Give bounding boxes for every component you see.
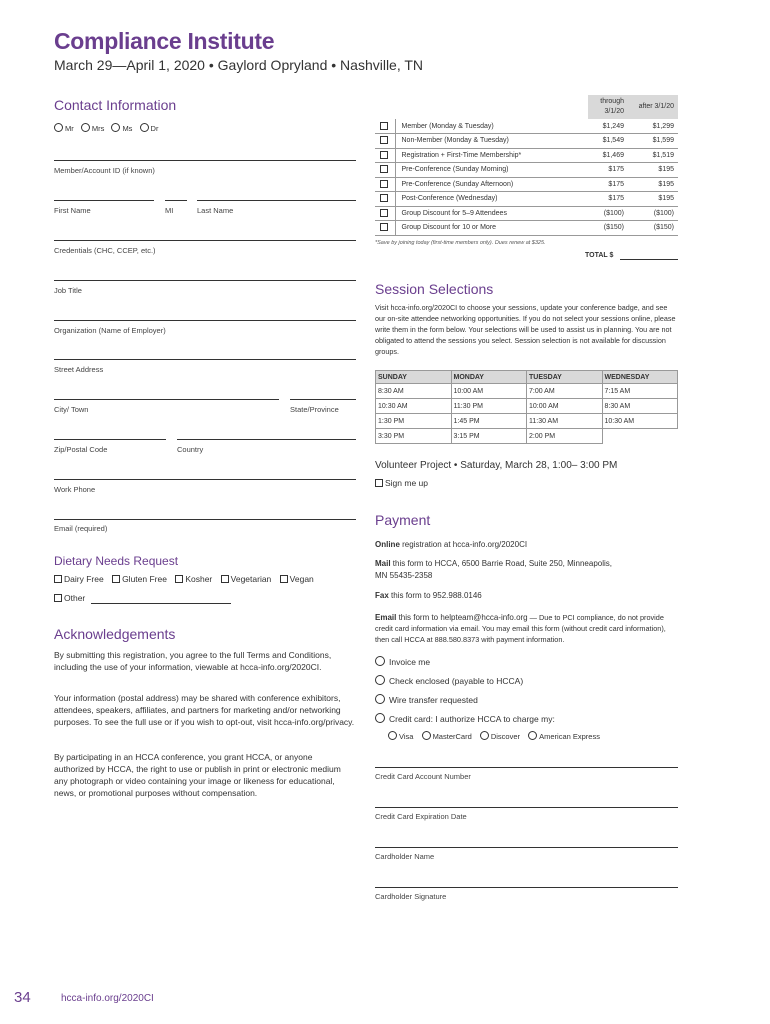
- cardholder-signature-field[interactable]: [375, 887, 678, 888]
- ack-paragraph-3: By participating in an HCCA conference, you grant HCCA, or anyone authorized by HCCA, the right to use or publish in print or electronic medium any photograph or video containing your image or likeness for educational, news, or promotional purposes without compensation.: [54, 752, 341, 798]
- session-cell[interactable]: 10:30 AM: [602, 414, 678, 429]
- zip-label: Zip/Postal Code: [54, 445, 108, 454]
- radio-icon[interactable]: [111, 123, 120, 132]
- total-field[interactable]: [620, 259, 678, 260]
- table-row[interactable]: Non-Member (Monday & Tuesday) $1,549 $1,599: [375, 134, 678, 149]
- salutation-mrs[interactable]: Mrs: [81, 124, 105, 133]
- job-title-label: Job Title: [54, 286, 82, 295]
- mi-field[interactable]: [165, 200, 187, 201]
- radio-icon[interactable]: [388, 731, 397, 740]
- contact-heading: Contact Information: [54, 97, 177, 113]
- email-label: Email (required): [54, 524, 108, 533]
- state-field[interactable]: [290, 399, 356, 400]
- state-label: State/Province: [290, 405, 339, 414]
- card-account-label: Credit Card Account Number: [375, 772, 471, 781]
- sessions-text: Visit hcca-info.org/2020CI to choose your sessions, update your conference badge, and see our on-site attendee networking opportunities. If you do not select your sessions online, please write them in the form below. Your selections will be used to assist us in planning. You are not obligated to attend the sessions you select. Session selection is not available for discussion groups.: [375, 303, 676, 356]
- credentials-field[interactable]: [54, 240, 356, 241]
- checkbox-icon[interactable]: [380, 165, 388, 173]
- last-name-field[interactable]: [197, 200, 356, 201]
- payment-heading: Payment: [375, 512, 431, 528]
- page-number: 34: [14, 989, 31, 1006]
- session-cell[interactable]: 11:30 AM: [527, 414, 603, 429]
- radio-icon[interactable]: [480, 731, 489, 740]
- ack-paragraph-2: Your information (postal address) may be shared with conference exhibitors, attendees, speakers, affiliates, and partners for marketing and/or networking purposes. To see the full use or if you wish to opt-out, visit hcca-info.org/privacy.: [54, 693, 355, 727]
- fees-col-late: after 3/1/20: [628, 95, 678, 119]
- checkbox-icon[interactable]: [112, 575, 120, 583]
- session-cell[interactable]: 10:00 AM: [451, 384, 527, 399]
- page-title: Compliance Institute: [54, 28, 275, 54]
- cardholder-name-label: Cardholder Name: [375, 852, 435, 861]
- payment-email: Email this form to helpteam@hcca-info.org — Due to PCI compliance, do not provide credit card information via email. You may email this form (without credit card information), then call HCCA at 888.580.8373 with payment information.: [375, 613, 666, 644]
- work-phone-label: Work Phone: [54, 485, 96, 494]
- payment-option-invoice[interactable]: Invoice me: [375, 656, 430, 667]
- payment-option-wire[interactable]: Wire transfer requested: [375, 694, 478, 705]
- card-account-field[interactable]: [375, 767, 678, 768]
- session-cell[interactable]: 11:30 PM: [451, 399, 527, 414]
- card-visa[interactable]: Visa: [388, 732, 413, 741]
- table-row[interactable]: Pre-Conference (Sunday Afternoon) $175 $195: [375, 177, 678, 192]
- table-row: [376, 429, 678, 444]
- dietary-kosher[interactable]: Kosher: [175, 574, 212, 584]
- payment-fax: Fax this form to 952.988.0146: [375, 591, 482, 600]
- table-row[interactable]: Pre-Conference (Sunday Morning) $175 $195: [375, 163, 678, 178]
- dietary-other-field[interactable]: [91, 603, 231, 604]
- member-id-field[interactable]: [54, 160, 356, 161]
- city-field[interactable]: [54, 399, 279, 400]
- dietary-dairy-free[interactable]: Dairy Free: [54, 574, 104, 584]
- fees-table: [375, 95, 678, 236]
- session-cell[interactable]: 3:15 PM: [451, 429, 527, 444]
- city-label: City/ Town: [54, 405, 89, 414]
- payment-mail: Mail this form to HCCA, 6500 Barrie Road, Suite 250, Minneapolis, MN 55435-2358: [375, 559, 613, 580]
- job-title-field[interactable]: [54, 280, 356, 281]
- radio-icon[interactable]: [54, 123, 63, 132]
- radio-icon[interactable]: [375, 675, 385, 685]
- first-name-field[interactable]: [54, 200, 154, 201]
- volunteer-signup[interactable]: Sign me up: [375, 478, 428, 488]
- session-cell[interactable]: 2:00 PM: [527, 429, 603, 444]
- dietary-vegan[interactable]: Vegan: [280, 574, 314, 584]
- table-row[interactable]: Group Discount for 10 or More ($150) ($150): [375, 221, 678, 236]
- table-row[interactable]: Member (Monday & Tuesday) $1,249 $1,299: [375, 119, 678, 134]
- work-phone-field[interactable]: [54, 479, 356, 480]
- dietary-heading: Dietary Needs Request: [54, 554, 179, 568]
- session-cell[interactable]: 7:00 AM: [527, 384, 603, 399]
- street-field[interactable]: [54, 359, 356, 360]
- country-label: Country: [177, 445, 204, 454]
- radio-icon[interactable]: [375, 656, 385, 666]
- checkbox-icon[interactable]: [54, 594, 62, 602]
- salutation-ms[interactable]: Ms: [111, 124, 132, 133]
- session-cell[interactable]: 1:30 PM: [376, 414, 452, 429]
- table-row: [376, 414, 678, 429]
- table-row[interactable]: Post-Conference (Wednesday) $175 $195: [375, 192, 678, 207]
- checkbox-icon[interactable]: [380, 180, 388, 188]
- payment-option-credit[interactable]: Credit card: I authorize HCCA to charge my:: [375, 713, 555, 724]
- session-cell: [602, 429, 678, 444]
- day-monday: MONDAY: [451, 371, 527, 384]
- volunteer-heading: Volunteer Project • Saturday, March 28, 1:00– 3:00 PM: [375, 460, 618, 471]
- ack-heading: Acknowledgements: [54, 626, 176, 642]
- footer-url[interactable]: hcca-info.org/2020CI: [61, 993, 154, 1004]
- payment-online: Online registration at hcca-info.org/2020CI: [375, 540, 528, 549]
- radio-icon[interactable]: [528, 731, 537, 740]
- checkbox-icon[interactable]: [280, 575, 288, 583]
- card-expiration-label: Credit Card Expiration Date: [375, 812, 467, 821]
- table-row[interactable]: Group Discount for 5–9 Attendees ($100) ($100): [375, 206, 678, 221]
- checkbox-icon[interactable]: [380, 223, 388, 231]
- member-id-label: Member/Account ID (if known): [54, 166, 155, 175]
- card-amex[interactable]: American Express: [528, 732, 600, 741]
- ack-paragraph-1: By submitting this registration, you agree to the full Terms and Conditions, including the use of your information, viewable at hcca-info.org/2020CI.: [54, 650, 332, 672]
- radio-icon[interactable]: [140, 123, 149, 132]
- fees-col-early: through 3/1/20: [588, 95, 628, 119]
- cardholder-signature-label: Cardholder Signature: [375, 892, 447, 901]
- email-field[interactable]: [54, 519, 356, 520]
- card-mastercard[interactable]: MasterCard: [422, 732, 472, 741]
- country-field[interactable]: [177, 439, 356, 440]
- salutation-group: [54, 123, 158, 133]
- organization-field[interactable]: [54, 320, 356, 321]
- radio-icon[interactable]: [422, 731, 431, 740]
- day-tuesday: TUESDAY: [527, 371, 603, 384]
- table-row: [376, 399, 678, 414]
- street-label: Street Address: [54, 365, 104, 374]
- radio-icon[interactable]: [81, 123, 90, 132]
- sessions-heading: Session Selections: [375, 281, 494, 297]
- checkbox-icon[interactable]: [380, 122, 388, 130]
- checkbox-icon[interactable]: [375, 479, 383, 487]
- card-types: [388, 731, 600, 741]
- checkbox-icon[interactable]: [54, 575, 62, 583]
- table-row[interactable]: Registration + First-Time Membership* $1,469 $1,519: [375, 148, 678, 163]
- session-cell[interactable]: 1:45 PM: [451, 414, 527, 429]
- session-cell[interactable]: 8:30 AM: [602, 399, 678, 414]
- day-wednesday: WEDNESDAY: [602, 371, 678, 384]
- session-cell[interactable]: 10:30 AM: [376, 399, 452, 414]
- dietary-options: [54, 574, 314, 584]
- first-name-label: First Name: [54, 206, 91, 215]
- checkbox-icon[interactable]: [380, 209, 388, 217]
- card-expiration-field[interactable]: [375, 807, 678, 808]
- checkbox-icon[interactable]: [380, 194, 388, 202]
- session-cell[interactable]: 10:00 AM: [527, 399, 603, 414]
- day-sunday: SUNDAY: [376, 371, 452, 384]
- table-row: [376, 384, 678, 399]
- dietary-other[interactable]: Other: [54, 593, 85, 603]
- page-subtitle: March 29—April 1, 2020 • Gaylord Opryland • Nashville, TN: [54, 57, 424, 73]
- credentials-label: Credentials (CHC, CCEP, etc.): [54, 246, 156, 255]
- salutation-dr[interactable]: Dr: [140, 124, 159, 133]
- session-cell[interactable]: 3:30 PM: [376, 429, 452, 444]
- checkbox-icon[interactable]: [380, 151, 388, 159]
- mi-label: MI: [165, 206, 174, 215]
- sessions-table: [375, 370, 678, 444]
- checkbox-icon[interactable]: [175, 575, 183, 583]
- dietary-gluten-free[interactable]: Gluten Free: [112, 574, 167, 584]
- salutation-mr[interactable]: Mr: [54, 124, 74, 133]
- checkbox-icon[interactable]: [380, 136, 388, 144]
- organization-label: Organization (Name of Employer): [54, 326, 166, 335]
- zip-field[interactable]: [54, 439, 166, 440]
- radio-icon[interactable]: [375, 713, 385, 723]
- checkbox-icon[interactable]: [221, 575, 229, 583]
- session-cell[interactable]: 8:30 AM: [376, 384, 452, 399]
- payment-option-check[interactable]: Check enclosed (payable to HCCA): [375, 675, 523, 686]
- total-label: TOTAL $: [585, 252, 614, 259]
- cardholder-name-field[interactable]: [375, 847, 678, 848]
- card-discover[interactable]: Discover: [480, 732, 520, 741]
- session-cell[interactable]: 7:15 AM: [602, 384, 678, 399]
- last-name-label: Last Name: [197, 206, 234, 215]
- fees-footnote: *Save by joining today (first-time members only). Dues renew at $325.: [375, 240, 546, 246]
- radio-icon[interactable]: [375, 694, 385, 704]
- dietary-vegetarian[interactable]: Vegetarian: [221, 574, 272, 584]
